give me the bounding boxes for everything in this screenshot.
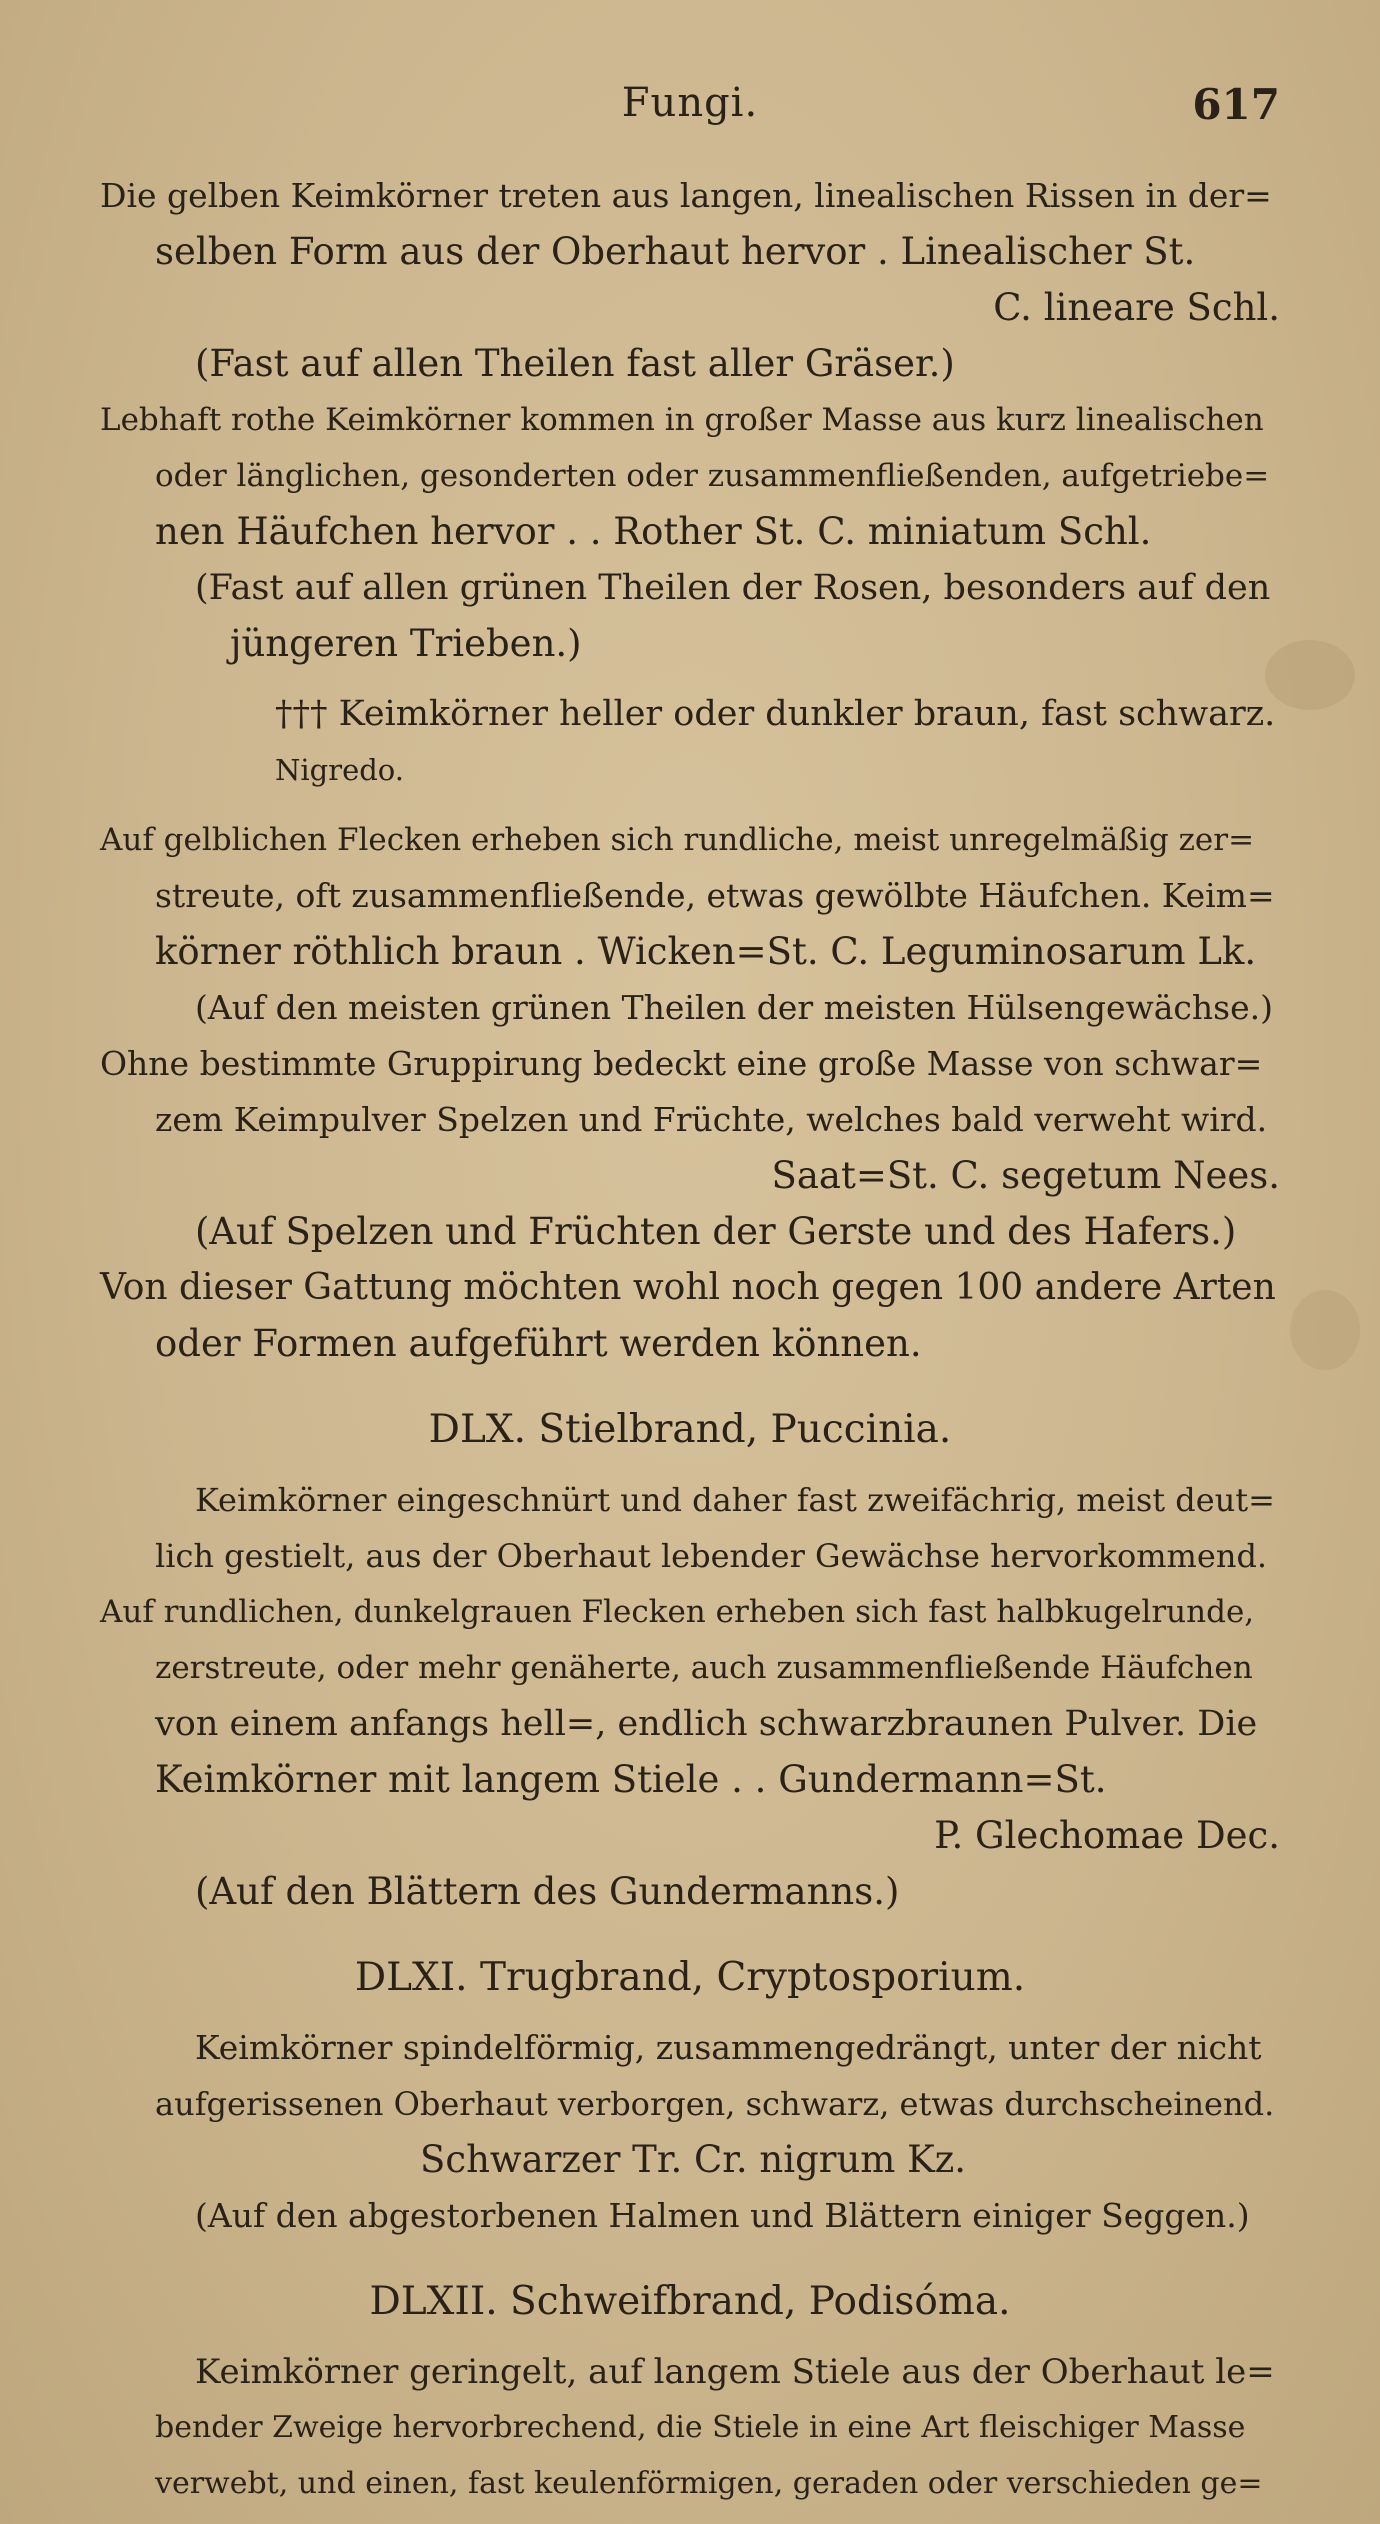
genus-heading: DLX. Stielbrand, Puccinia. [428, 1407, 952, 1452]
text-line: Auf gelblichen Flecken erheben sich rundliche, meist unregelmäßig zer= [100, 822, 1255, 858]
text-line: selben Form aus der Oberhaut hervor . Linealischer St. [155, 230, 1196, 273]
text-line: bender Zweige hervorbrechend, die Stiele in eine Art fleischiger Masse [155, 2410, 1246, 2445]
species-name: Saat=St. C. segetum Nees. [771, 1154, 1280, 1197]
text-line: aufgerissenen Oberhaut verborgen, schwarz, etwas durchscheinend. [155, 2085, 1275, 2123]
text-line: streute, oft zusammenfließende, etwas gewölbte Häufchen. Keim= [155, 876, 1275, 915]
text-line: zerstreute, oder mehr genäherte, auch zusammenfließende Häufchen [155, 1650, 1253, 1686]
habitat-note: (Auf den abgestorbenen Halmen und Blättern einiger Seggen.) [195, 2196, 1250, 2235]
text-line: Die gelben Keimkörner treten aus langen, linealischen Rissen in der= [100, 176, 1272, 215]
text-line: Auf rundlichen, dunkelgrauen Flecken erheben sich fast halbkugelrunde, [100, 1594, 1255, 1630]
section-subheading: ††† Keimkörner heller oder dunkler braun, fast schwarz. [275, 694, 1276, 734]
text-line: Keimkörner eingeschnürt und daher fast zweifächrig, meist deut= [195, 1481, 1275, 1519]
habitat-note: (Fast auf allen grünen Theilen der Rosen, besonders auf den [195, 568, 1271, 608]
text-line: Von dieser Gattung möchten wohl noch gegen 100 andere Arten [100, 1267, 1276, 1308]
habitat-note: (Auf den meisten grünen Theilen der meisten Hülsengewächse.) [195, 988, 1273, 1027]
text-line: verwebt, und einen, fast keulenförmigen, geraden oder verschieden ge= [155, 2466, 1263, 2501]
habitat-note: (Auf den Blättern des Gundermanns.) [195, 1870, 900, 1913]
habitat-note: (Auf Spelzen und Früchten der Gerste und des Hafers.) [195, 1210, 1237, 1253]
text-line: oder länglichen, gesonderten oder zusammenfließenden, aufgetriebe= [155, 458, 1270, 494]
page-number: 617 [1192, 80, 1280, 129]
species-name: C. lineare Schl. [993, 286, 1280, 329]
text-line: Lebhaft rothe Keimkörner kommen in großer Masse aus kurz linealischen [100, 402, 1264, 438]
text-line: Keimkörner spindelförmig, zusammengedrängt, unter der nicht [195, 2028, 1262, 2067]
text-line: zem Keimpulver Spelzen und Früchte, welches bald verweht wird. [155, 1100, 1268, 1139]
text-line: Keimkörner geringelt, auf langem Stiele aus der Oberhaut le= [195, 2352, 1275, 2392]
text-line: von einem anfangs hell=, endlich schwarzbraunen Pulver. Die [155, 1704, 1258, 1744]
paper-stain [1290, 1290, 1360, 1370]
text-line: oder Formen aufgeführt werden können. [155, 1322, 922, 1365]
text-line: Ohne bestimmte Gruppirung bedeckt eine große Masse von schwar= [100, 1044, 1263, 1083]
species-name: P. Glechomae Dec. [934, 1814, 1280, 1857]
species-name: Schwarzer Tr. Cr. nigrum Kz. [420, 2138, 967, 2181]
text-line: körner röthlich braun . Wicken=St. C. Leguminosarum Lk. [155, 930, 1257, 973]
page-body [100, 168, 1280, 2512]
genus-heading: DLXII. Schweifbrand, Podisóma. [369, 2279, 1011, 2324]
running-title: Fungi. [621, 80, 759, 126]
section-subheading-latin: Nigredo. [275, 753, 404, 787]
text-line: Keimkörner mit langem Stiele . . Gundermann=St. [155, 1758, 1107, 1801]
page-header [100, 80, 1280, 140]
genus-heading: DLXI. Trugbrand, Cryptosporium. [354, 1955, 1026, 2000]
text-line: nen Häufchen hervor . . Rother St. C. miniatum Schl. [155, 510, 1152, 553]
text-line: lich gestielt, aus der Oberhaut lebender Gewächse hervorkommend. [155, 1537, 1268, 1575]
habitat-note: jüngeren Trieben.) [230, 622, 582, 665]
habitat-note: (Fast auf allen Theilen fast aller Gräser.) [195, 342, 955, 385]
